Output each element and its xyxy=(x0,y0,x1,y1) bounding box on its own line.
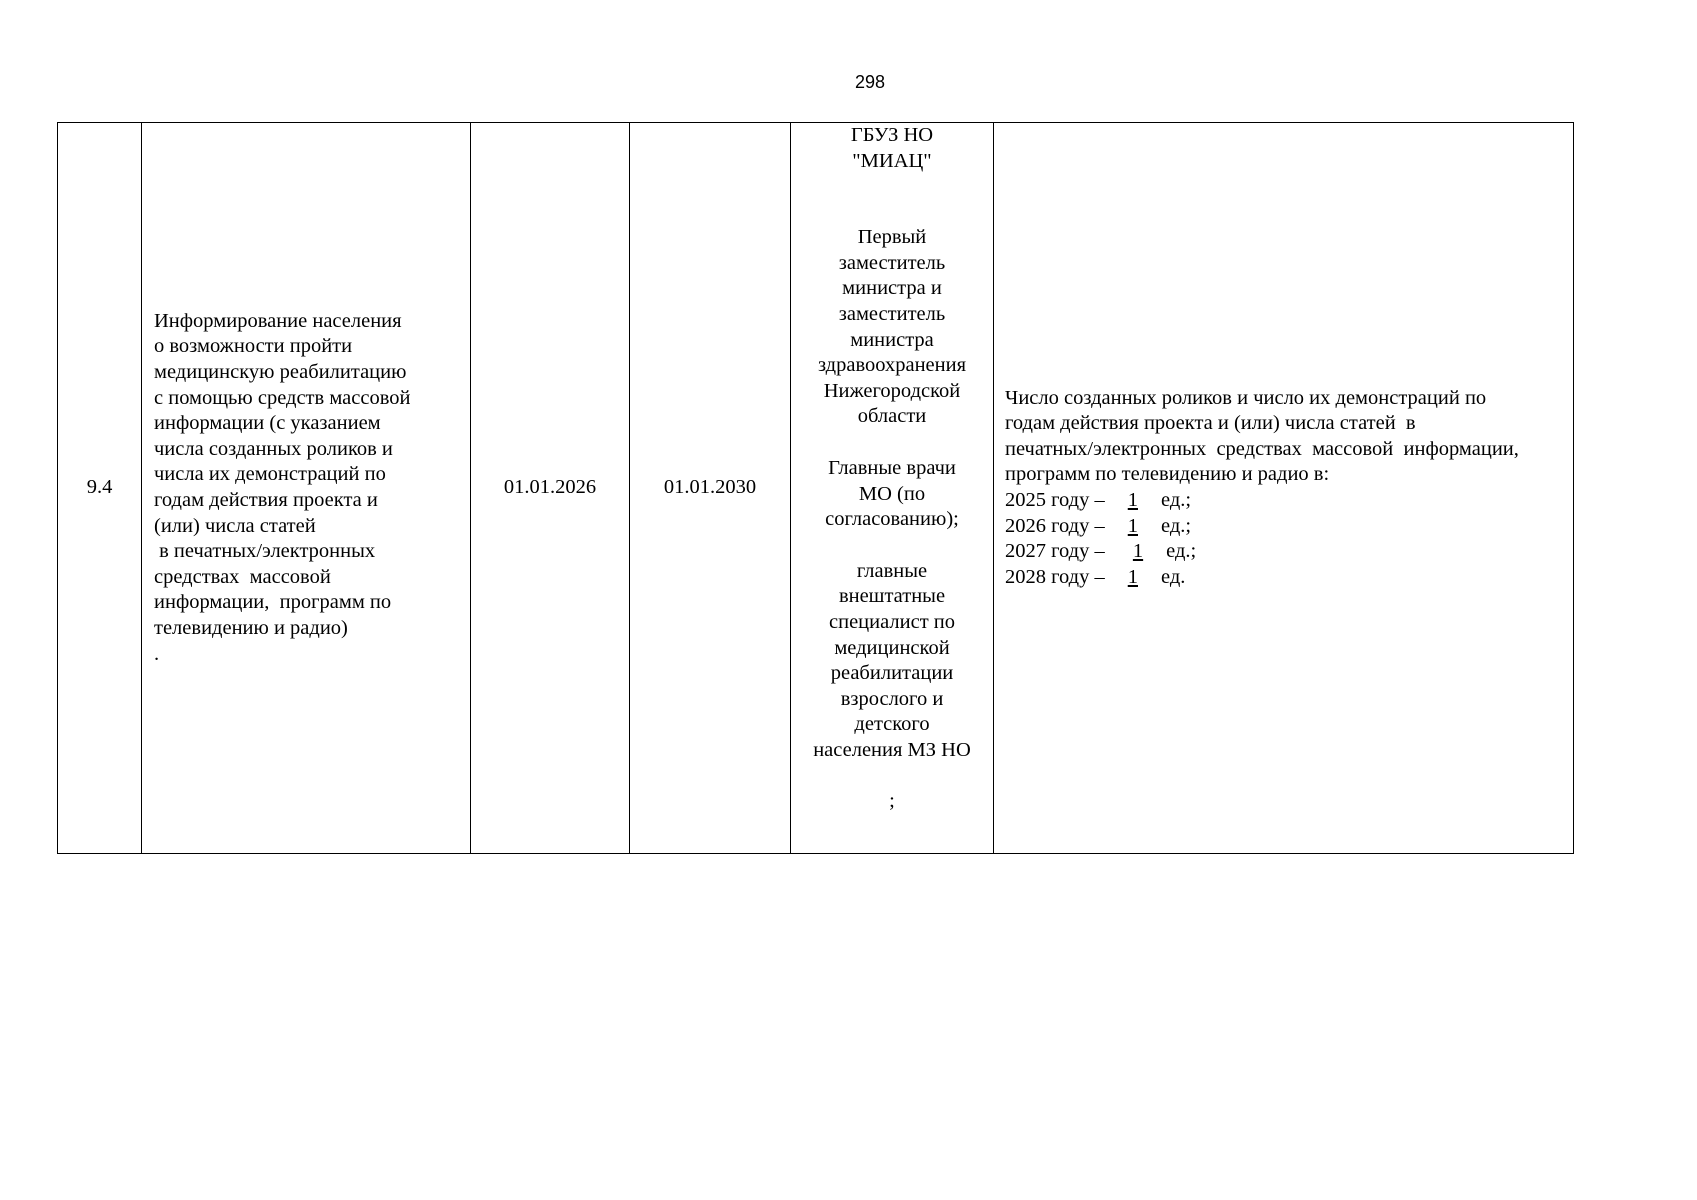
plan-table xyxy=(57,122,1574,854)
indicator-line: Число созданных роликов и число их демонстраций по xyxy=(1005,386,1487,409)
description-line: о возможности пройти xyxy=(154,335,353,358)
responsible-line: "МИАЦ" xyxy=(852,149,932,172)
responsible-line: Нижегородской xyxy=(823,379,961,402)
responsible-line: реабилитации xyxy=(830,662,954,685)
responsible-line: Главные врачи xyxy=(828,456,956,479)
indicator-line: годам действия проекта и (или) числа статей в xyxy=(1005,412,1416,435)
indicator-line: программ по телевидению и радио в: xyxy=(1005,463,1330,486)
description-line: Информирование населения xyxy=(154,309,402,332)
responsible-line: согласованию); xyxy=(825,508,959,531)
description-line: с помощью средств массовой xyxy=(154,386,411,409)
responsible-specialists xyxy=(791,559,993,764)
responsible-line: взрослого и xyxy=(840,687,944,710)
description-line: числа их демонстраций по xyxy=(154,463,386,486)
description-line: . xyxy=(154,642,160,665)
year-target xyxy=(1005,539,1561,565)
year-count: 1 xyxy=(1127,565,1138,588)
start-date: 01.01.2026 xyxy=(471,123,630,854)
year-count: 1 xyxy=(1127,514,1138,537)
year-target xyxy=(1005,488,1561,514)
end-date: 01.01.2030 xyxy=(630,123,791,854)
responsible-line: Первый xyxy=(857,226,927,249)
responsible-deputy xyxy=(791,225,993,430)
description-line: телевидению и радио) xyxy=(154,616,348,639)
page-number: 298 xyxy=(854,72,886,92)
responsible-line: МО (по xyxy=(858,482,926,505)
responsible-line: ГБУЗ НО xyxy=(850,124,934,146)
responsible-line: министра и xyxy=(842,277,942,300)
year-unit: ед. xyxy=(1155,565,1186,588)
row-number: 9.4 xyxy=(58,123,142,854)
responsible-line: главные xyxy=(856,559,928,582)
responsible-line: детского xyxy=(854,713,930,736)
description-line: медицинскую реабилитацию xyxy=(154,361,407,384)
year-label: 2026 году – xyxy=(1005,514,1110,537)
responsible-chief-doctors xyxy=(791,456,993,533)
responsible-org xyxy=(791,123,993,174)
description-line: информации, программ по xyxy=(154,591,392,614)
activity-description xyxy=(142,123,471,854)
responsible-line: медицинской xyxy=(834,636,950,659)
description-line: (или) числа статей xyxy=(154,514,316,537)
responsible-line: министра xyxy=(850,328,934,351)
description-line: информации (с указанием xyxy=(154,412,381,435)
description-line: в печатных/электронных xyxy=(154,540,376,563)
responsible-line: заместитель xyxy=(838,251,946,274)
year-count: 1 xyxy=(1127,489,1138,511)
year-unit: ед.; xyxy=(1155,489,1192,511)
year-label: 2027 году – xyxy=(1005,540,1115,563)
year-target xyxy=(1005,565,1561,591)
table-row xyxy=(58,123,1574,854)
responsible-line: населения МЗ НО xyxy=(813,738,971,761)
responsible-line: здравоохранения xyxy=(817,354,967,377)
description-line: годам действия проекта и xyxy=(154,489,378,511)
year-unit: ед.; xyxy=(1155,514,1192,537)
year-label: 2025 году – xyxy=(1005,489,1110,511)
responsible-line: заместитель xyxy=(838,302,946,325)
year-label: 2028 году – xyxy=(1005,565,1110,588)
year-target xyxy=(1005,514,1561,540)
description-line: числа созданных роликов и xyxy=(154,437,393,460)
description-line: средствах массовой xyxy=(154,565,331,588)
indicator-cell xyxy=(994,123,1574,854)
responsible-line: области xyxy=(857,405,927,428)
responsible-line: внештатные xyxy=(838,585,946,608)
responsible-line: специалист по xyxy=(829,610,955,633)
responsible-parties xyxy=(791,123,994,854)
indicator-line: печатных/электронных средствах массовой информации, xyxy=(1005,437,1519,460)
year-count: 1 xyxy=(1132,540,1144,563)
responsible-end-mark: ; xyxy=(889,790,895,813)
year-unit: ед.; xyxy=(1161,540,1197,563)
